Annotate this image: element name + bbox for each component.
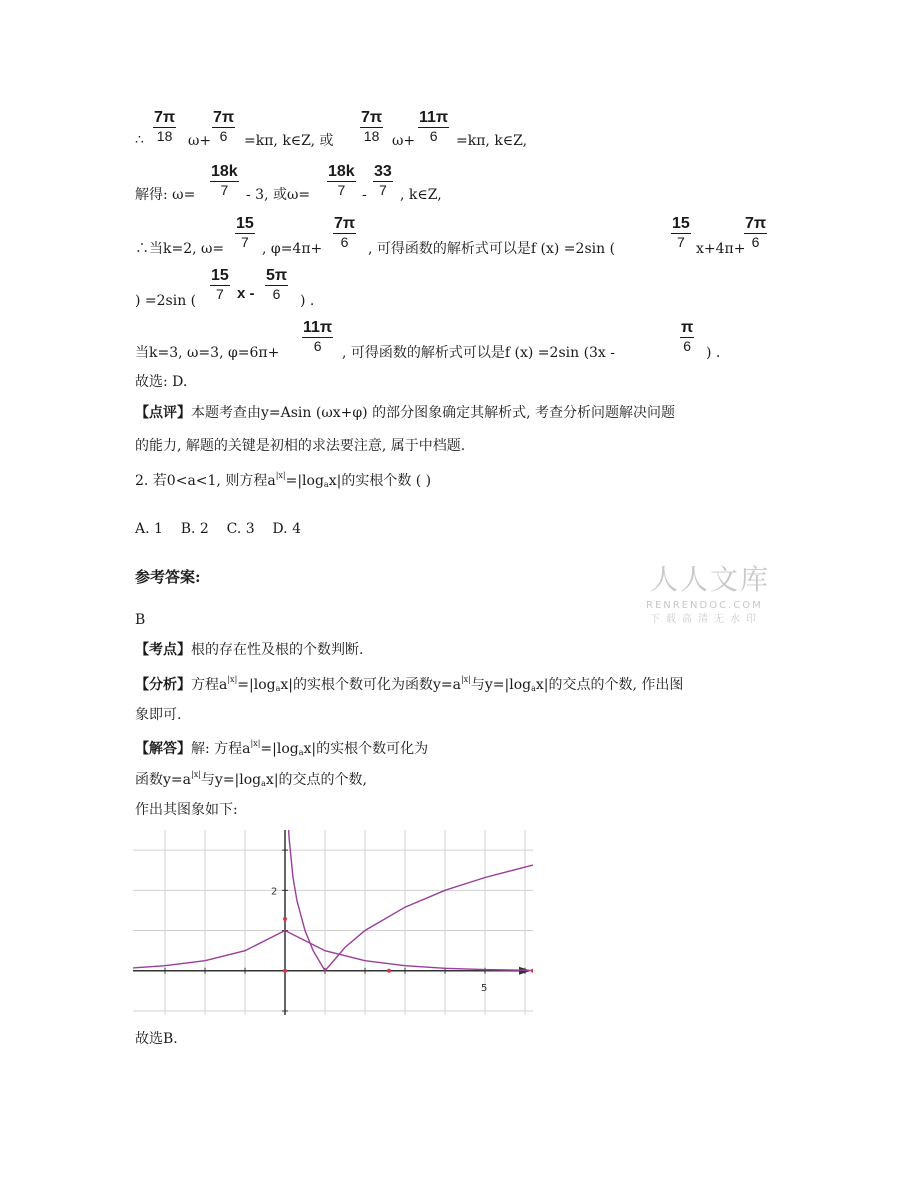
text-segment: , k∈Z,: [400, 187, 442, 203]
text-segment: ω+: [188, 133, 212, 149]
q2-exponent: |x|: [275, 471, 286, 480]
fraction: 15 7: [672, 215, 690, 250]
jieda-tag: 【解答】: [135, 741, 191, 757]
series-curve: [133, 931, 533, 971]
watermark-slogan: 下载高清无水印: [650, 614, 762, 625]
text-segment: =kπ, k∈Z,: [456, 133, 528, 149]
fraction: 7π 6: [334, 215, 356, 250]
watermark-domain: RENRENDOC.COM: [646, 600, 763, 611]
text-segment: , 可得函数的解析式可以是f (x) =2sin (: [368, 241, 616, 257]
text-segment: 当k=3, ω=3, φ=6π+: [135, 345, 280, 361]
fraction: 5π 6: [266, 267, 288, 302]
text-segment: , 可得函数的解析式可以是f (x) =2sin (3x -: [342, 345, 616, 361]
function-graph: [133, 830, 533, 1015]
question-2: [135, 472, 431, 489]
fenxi-text: x|的交点的个数, 作出图: [535, 677, 684, 693]
fenxi-text: x|的实根个数可化为函数y=a: [280, 677, 461, 693]
curves: [133, 830, 533, 971]
comment-line-2: 的能力, 解题的关键是初相的求法要注意, 属于中档题.: [135, 438, 466, 454]
q2-prefix: 2. 若0<a<1, 则方程a: [135, 473, 276, 489]
comment-text: 本题考查由y=Asin (ωx+φ) 的部分图象确定其解析式, 考查分析问题解决问题: [191, 405, 675, 421]
therefore-symbol: ∴: [135, 132, 144, 148]
jieda-line-2: [135, 771, 367, 788]
log-base: a: [261, 779, 266, 788]
point-marker: [283, 917, 287, 921]
text-segment: ω+: [392, 133, 416, 149]
point-marker: [283, 969, 287, 973]
y-tick-label: 2: [271, 886, 278, 898]
jieda-text: 函数y=a: [135, 772, 191, 788]
text-segment: ∴当k=2, ω=: [135, 241, 225, 257]
fraction: 18k 7: [328, 163, 355, 198]
text-segment: ) .: [300, 293, 315, 309]
exponent: |x|: [227, 675, 238, 684]
fraction: 15 7: [211, 267, 229, 302]
jieda-text: x|的交点的个数,: [265, 772, 367, 788]
fraction: 11π 6: [303, 319, 333, 354]
jieda-line-3: 作出其图象如下:: [135, 802, 238, 818]
answer-line: 故选: D.: [135, 374, 188, 390]
fenxi-line-1: [135, 676, 683, 693]
fraction: 33 7: [374, 163, 392, 198]
log-base: a: [275, 684, 281, 693]
log-base: a: [531, 684, 536, 693]
exponent: |x|: [191, 770, 201, 779]
answer-letter: B: [135, 612, 146, 628]
text-segment: ) .: [706, 345, 721, 361]
text-segment: x+4π+: [696, 241, 746, 257]
jieda-text: 解: 方程a: [191, 741, 251, 757]
fraction: 7π 6: [213, 109, 235, 144]
comment-tag: 【点评】: [135, 405, 191, 421]
kaodian-tag: 【考点】: [135, 642, 191, 658]
watermark-title: 人人文库: [650, 563, 771, 596]
log-base: a: [298, 748, 304, 757]
point-marker: [387, 969, 391, 973]
grid-lines: [133, 830, 533, 1015]
fraction: 7π 6: [745, 215, 767, 250]
fenxi-tag: 【分析】: [135, 677, 191, 693]
kaodian-line: [135, 643, 363, 657]
final-answer: 故选B.: [135, 1031, 178, 1047]
answer-options: A. 1 B. 2 C. 3 D. 4: [135, 521, 301, 537]
q2-suffix: x|的实根个数 ( ): [328, 473, 432, 489]
fraction: 15 7: [236, 215, 254, 250]
fenxi-line-2: 象即可.: [135, 707, 182, 723]
text-segment: 解得: ω=: [135, 187, 196, 203]
jieda-text: =|log: [260, 741, 299, 757]
kaodian-text: 根的存在性及根的个数判断.: [191, 642, 364, 658]
text-segment: ) =2sin (: [135, 293, 197, 309]
q2-mid: =|log: [285, 473, 324, 489]
fraction: π 6: [681, 319, 694, 354]
point-marker: [531, 969, 533, 973]
text-segment: , φ=4π+: [262, 241, 323, 257]
jieda-text: 与y=|log: [200, 772, 262, 788]
text-segment: x -: [237, 285, 255, 302]
fraction: 7π 18: [361, 109, 383, 144]
fraction: 18k 7: [211, 163, 238, 198]
x-tick-label: 5: [481, 982, 488, 994]
fraction: 11π 6: [419, 109, 449, 144]
reference-answer-title: 参考答案:: [135, 568, 201, 586]
text-segment: - 3, 或ω=: [246, 187, 311, 203]
exponent: |x|: [250, 739, 261, 748]
fenxi-text: 方程a: [191, 677, 228, 693]
comment-line-1: [135, 406, 675, 420]
axes: [133, 830, 531, 1015]
jieda-line-1: [135, 740, 428, 757]
fraction: 7π 18: [154, 109, 176, 144]
jieda-text: x|的实根个数可化为: [303, 741, 429, 757]
q2-base: a: [323, 480, 329, 489]
fenxi-text: 与y=|log: [470, 677, 532, 693]
text-segment: -: [362, 187, 367, 203]
exponent: |x|: [460, 675, 471, 684]
fenxi-text: =|log: [237, 677, 276, 693]
text-segment: =kπ, k∈Z, 或: [244, 133, 334, 149]
